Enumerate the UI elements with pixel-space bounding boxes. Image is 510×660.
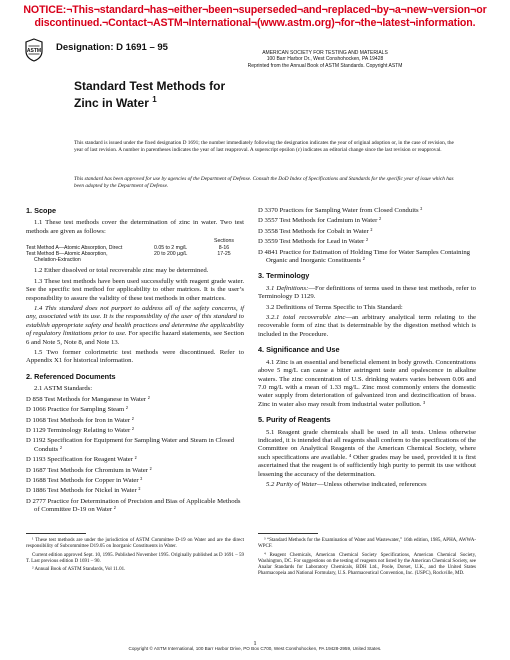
significance-4-1: 4.1 Zinc is an essential and beneficial element in body growth. Concentrations above 5 mg/L can cause a bitter astringent taste and opalescence in alkaline waters. The zinc concentration of U.S. drinking waters varies between 0.06 and 7.0 mg/L with a mean of 1.33 mg/L. Zinc most commonly enters the domestic water supply from deterioration of galvanized iron and dezincification of brass. Zinc in water also may result from industrial water pollution. ³ — [258, 358, 476, 408]
astm-logo-icon — [24, 38, 44, 62]
reference-item: D 4841 Practice for Estimation of Holding Time for Water Samples Containing Organic and Inorganic Constituents ² — [258, 248, 471, 265]
superseded-notice — [0, 4, 510, 30]
methods-row: Test Method A—Atomic Absorption, Direct 0.05 to 2 mg/L 8-16 — [26, 244, 230, 251]
methods-row: Chelation-Extraction — [34, 257, 81, 264]
reference-item: D 3558 Test Methods for Cobalt in Water ² — [258, 227, 373, 235]
significance-heading: 4. Significance and Use — [258, 345, 340, 355]
page-number: 1 — [253, 640, 257, 647]
methods-sections-header: Sections — [214, 238, 234, 245]
copyright-line: Copyright © ASTM International, 100 Barr Harbor Drive, PO Box C700, West Conshohocken, PA 19428-2959, United States. — [128, 646, 382, 651]
reference-item: D 3557 Test Methods for Cadmium in Water ² — [258, 217, 381, 225]
reference-item: D 3559 Test Methods for Lead in Water ² — [258, 238, 368, 246]
footnote-divider — [258, 533, 318, 534]
designation: Designation: D 1691 – 95 — [56, 42, 168, 53]
footnotes-left — [26, 533, 244, 575]
methods-row: Test Method B—Atomic Absorption, 20 to 200 µg/L 17-25 — [26, 250, 231, 257]
referenced-documents-heading: 2. Referenced Documents — [26, 371, 116, 381]
reference-item: D 1129 Terminology Relating to Water ² — [26, 426, 134, 434]
title-footnote-mark: 1 — [152, 95, 157, 104]
publisher-line-2: 100 Barr Harbor Dr., West Conshohocken, PA 19428 — [266, 56, 384, 63]
scope-1-4: 1.4 This standard does not purport to address all of the safety concerns, if any, associated with its use. It is the responsibility of the user of this standard to establish appropriate safety and health practices and determine the applicability of regulatory limitations prior to use. For specific hazard statements, see Section 6 and Note 5, Note 8, and Note 13. — [26, 305, 244, 346]
reference-item: D 2777 Practice for Determination of Precision and Bias of Applicable Methods of Committee D-19 on Water ² — [26, 497, 241, 514]
terminology-heading: 3. Terminology — [258, 271, 310, 281]
publisher-line-3: Reprinted from the Annual Book of ASTM Standards. Copyright ASTM — [247, 62, 403, 69]
scope-1-2: 1.2 Either dissolved or total recoverable zinc may be determined. — [34, 267, 209, 275]
footnote: ³ “Standard Methods for the Examination of Water and Wastewater,” 16th edition, 1985, APHA, AWWA-WPCF. — [258, 538, 476, 550]
title-line-1: Standard Test Methods for — [74, 79, 226, 93]
reference-item: D 1066 Practice for Sampling Steam ² — [26, 406, 128, 414]
reference-item: D 1068 Test Methods for Iron in Water ² — [26, 416, 134, 424]
footnote-divider — [26, 533, 86, 534]
footnote: ⁴ Reagent Chemicals, American Chemical Society Specifications, American Chemical Society, Washington, DC. For suggestions on the testing of reagents not listed by the American Chemical Society, see Analar Standards for Laboratory Chemicals, BDH Ltd., Poole, Dorset, U.K., and the United States Pharmacopeia and National Formulary, U.S. Pharmaceutical Convention, Inc. (USPC), Rockville, MD. — [258, 552, 476, 577]
scope-1-1: 1.1 These test methods cover the determination of zinc in water. Two test methods are given as follows: — [26, 219, 244, 235]
right-column — [258, 207, 476, 491]
reagents-5-1: 5.1 Reagent grade chemicals shall be used in all tests. Unless otherwise indicated, it is intended that all reagents shall conform to the specifications of the Committee on Analytical Reagents of the American Chemical Society, where such specifications are available. ⁴ Other grades may be used, provided it is first ascertained that the reagent is of sufficiently high purity to permit its use without lessening the accuracy of the determination. — [258, 428, 476, 478]
reagents-heading: 5. Purity of Reagents — [258, 415, 331, 425]
reference-list-left — [26, 396, 244, 515]
scope-1-5: 1.5 Two former colorimetric test methods were discontinued. Refer to Appendix X1 for historical information. — [26, 349, 244, 365]
terminology-3-1: 3.1 Definitions:—For definitions of terms used in these test methods, refer to Terminology D 1129. — [258, 284, 476, 301]
notice-line-2: discontinued.¬Contact¬ASTM¬International¬(www.astm.org)¬for¬the¬latest¬information. — [34, 17, 476, 29]
svg-text:ASTM: ASTM — [26, 48, 42, 55]
reference-item: D 1193 Specification for Reagent Water ² — [26, 456, 137, 464]
scope-heading: 1. Scope — [26, 206, 57, 215]
scope-1-3: 1.3 These test methods have been used successfully with reagent grade water. See the specific test method for applicability to other matrices. It is the user’s responsibility to assure the validity of these test methods in other matrices. — [26, 277, 244, 302]
reference-item: D 1192 Specification for Equipment for Sampling Water and Steam in Closed Conduits ² — [26, 437, 235, 453]
terminology-3-2: 3.2 Definitions of Terms Specific to This Standard: — [266, 303, 403, 311]
notice-line-1: NOTICE:¬This¬standard¬has¬either¬been¬superseded¬and¬replaced¬by¬a¬new¬version¬or — [23, 4, 487, 16]
issue-statement: This standard is issued under the fixed designation D 1691; the number immediately following the designation indicates the year of original adoption or, in the case of revision, the year of last revision. A number in parentheses indicates the year of last reapproval. A superscript epsilon (ε) indicates an editorial change since the last revision or reapproval. — [74, 140, 454, 154]
title-line-2: Zinc in Water — [74, 96, 149, 110]
reference-item: D 3370 Practices for Sampling Water from Closed Conduits ² — [258, 207, 423, 214]
terminology-3-2-1: 3.2.1 total recoverable zinc—an arbitrary analytical term relating to the recoverable form of zinc that is determinable by the digestion method which is included in the Procedure. — [258, 314, 476, 338]
publisher-block — [180, 50, 470, 69]
methods-table — [26, 238, 244, 263]
reference-item: D 1687 Test Methods for Chromium in Water ² — [26, 466, 152, 474]
footnotes-right — [258, 533, 476, 580]
reagents-5-2: 5.2 Purity of Water—Unless otherwise indicated, references — [266, 480, 427, 488]
reference-list-right — [258, 207, 476, 265]
left-column — [26, 207, 244, 517]
dod-statement: This standard has been approved for use by agencies of the Department of Defense. Consult the DoD Index of Specifications and Standards for the specific year of issue which has been adopted by the Department of Defense. — [74, 176, 454, 190]
astm-standards-subheading: 2.1 ASTM Standards: — [34, 385, 93, 393]
footnote: Current edition approved Sept. 10, 1995. Published November 1995. Originally published as D 1691 – 59 T. Last previous edition D 1691 – 90. — [26, 552, 244, 564]
publisher-line-1: AMERICAN SOCIETY FOR TESTING AND MATERIALS — [262, 50, 388, 56]
footnote: ¹ These test methods are under the jurisdiction of ASTM Committee D-19 on Water and are the direct responsibility of Subcommittee D19.05 on Inorganic Constituents in Water. — [26, 538, 244, 550]
footnote: ² Annual Book of ASTM Standards, Vol 11.01. — [32, 567, 126, 573]
reference-item: D 858 Test Methods for Manganese in Water ² — [26, 395, 150, 403]
reference-item: D 1886 Test Methods for Nickel in Water ² — [26, 487, 141, 495]
document-title — [74, 79, 225, 110]
reference-item: D 1688 Test Methods for Copper in Water ² — [26, 476, 143, 484]
